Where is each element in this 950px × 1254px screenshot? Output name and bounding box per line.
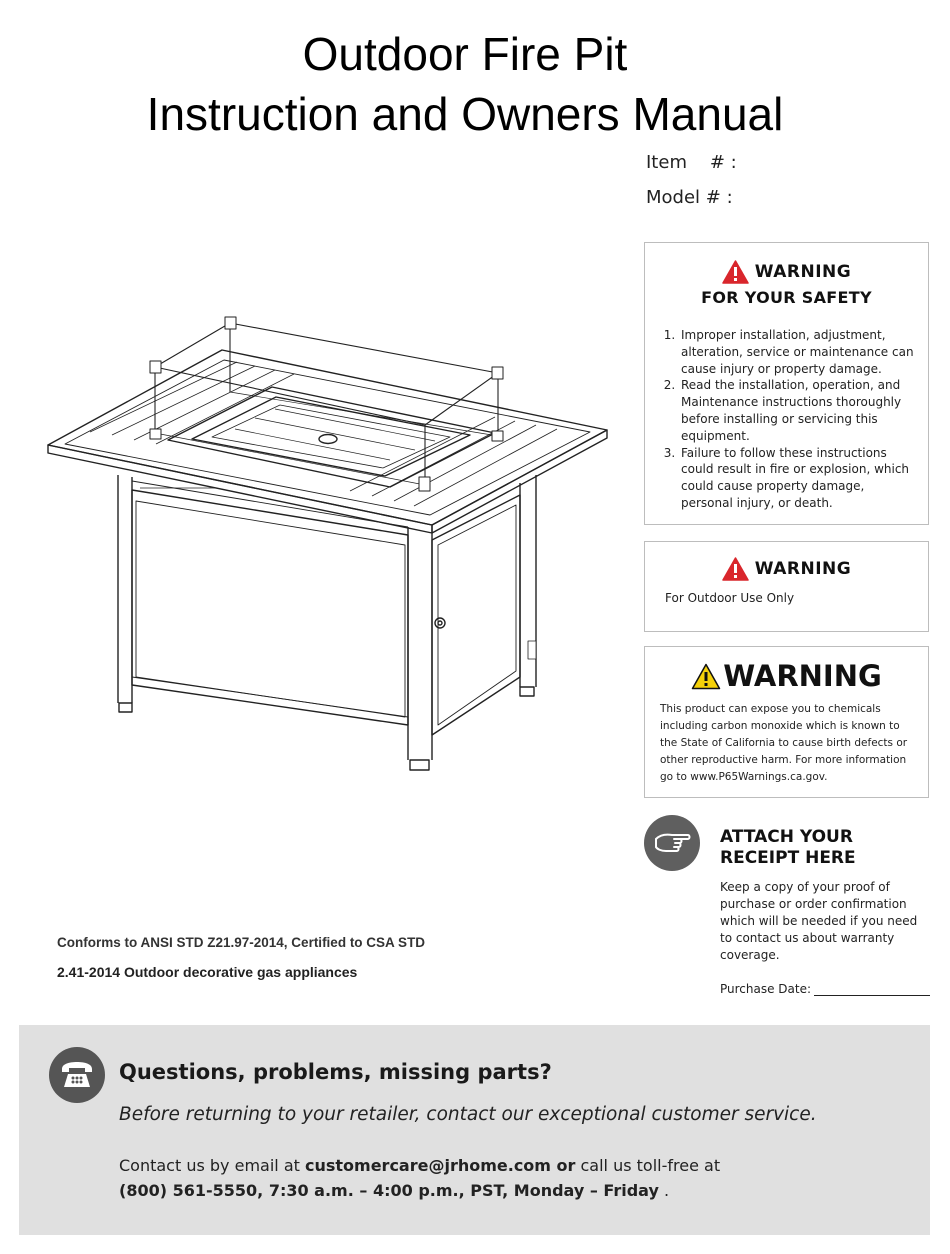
safety-subheading: FOR YOUR SAFETY [701, 288, 872, 307]
contact-middle: call us toll-free at [575, 1156, 721, 1175]
conformance-line2: 2.41-2014 Outdoor decorative gas appliances [57, 964, 358, 980]
safety-warning-heading: WARNING [754, 262, 852, 282]
outdoor-warning-header [645, 557, 928, 581]
safety-item: 1. Improper installation, adjustment, alteration, service or maintenance can cause injury or property damage. [679, 327, 914, 377]
attach-receipt-title [720, 827, 856, 869]
p65-warning-heading: WARNING [723, 659, 882, 693]
contact-end: . [658, 1181, 670, 1200]
safety-instructions-list [645, 327, 928, 512]
p65-warning-box [644, 646, 929, 798]
safety-item: 3. Failure to follow these instructions could result in fire or explosion, which could cause property damage, personal injury, or death. [679, 445, 914, 512]
customer-support-band [19, 1025, 930, 1235]
outdoor-use-text: For Outdoor Use Only [665, 591, 795, 605]
attach-receipt-title-line1: ATTACH YOUR [720, 827, 853, 847]
warning-triangle-icon [722, 260, 749, 284]
p65-warning-text: This product can expose you to chemicals including carbon monoxide which is known to the State of California to cause birth defects or other reproductive harm. For more information go to www.P65Warnings.ca.gov. [660, 703, 908, 783]
pointing-hand-icon [644, 815, 700, 871]
support-phone-hours: (800) 561-5550, 7:30 a.m. – 4:00 p.m., PST, Monday – Friday [119, 1181, 659, 1200]
outdoor-warning-box [644, 541, 929, 632]
contact-line1 [119, 1156, 720, 1175]
contact-line2 [119, 1181, 669, 1200]
document-title-line2: Instruction and Owners Manual [146, 88, 784, 140]
purchase-date-label: Purchase Date: [720, 982, 812, 996]
conformance-line1: Conforms to ANSI STD Z21.97-2014, Certified to CSA STD [57, 935, 426, 950]
model-number-label: Model # : [646, 187, 733, 208]
receipt-instructions: Keep a copy of your proof of purchase or order confirmation which will be needed if you need to contact us about warranty coverage. [720, 880, 918, 962]
safety-warning-header [645, 260, 928, 284]
support-subtitle: Before returning to your retailer, contact our exceptional customer service. [119, 1104, 817, 1125]
telephone-icon [49, 1047, 105, 1103]
purchase-date-field [720, 982, 930, 996]
safety-item: 2. Read the installation, operation, and Maintenance instructions thoroughly before installing or servicing this equipment. [679, 377, 914, 444]
contact-prefix: Contact us by email at [119, 1156, 305, 1175]
outdoor-warning-heading: WARNING [754, 559, 852, 579]
fire-pit-illustration [40, 305, 620, 780]
safety-warning-box [644, 242, 929, 525]
support-title: Questions, problems, missing parts? [119, 1060, 552, 1084]
purchase-date-line [814, 985, 930, 996]
yellow-warning-triangle-icon [691, 663, 721, 690]
attach-receipt-title-line2: RECEIPT HERE [720, 848, 856, 868]
item-number-label: Item # : [646, 152, 737, 173]
p65-warning-header [645, 659, 928, 693]
warning-triangle-icon [722, 557, 749, 581]
document-title-line1: Outdoor Fire Pit [302, 28, 628, 80]
support-email: customercare@jrhome.com or [304, 1156, 576, 1175]
